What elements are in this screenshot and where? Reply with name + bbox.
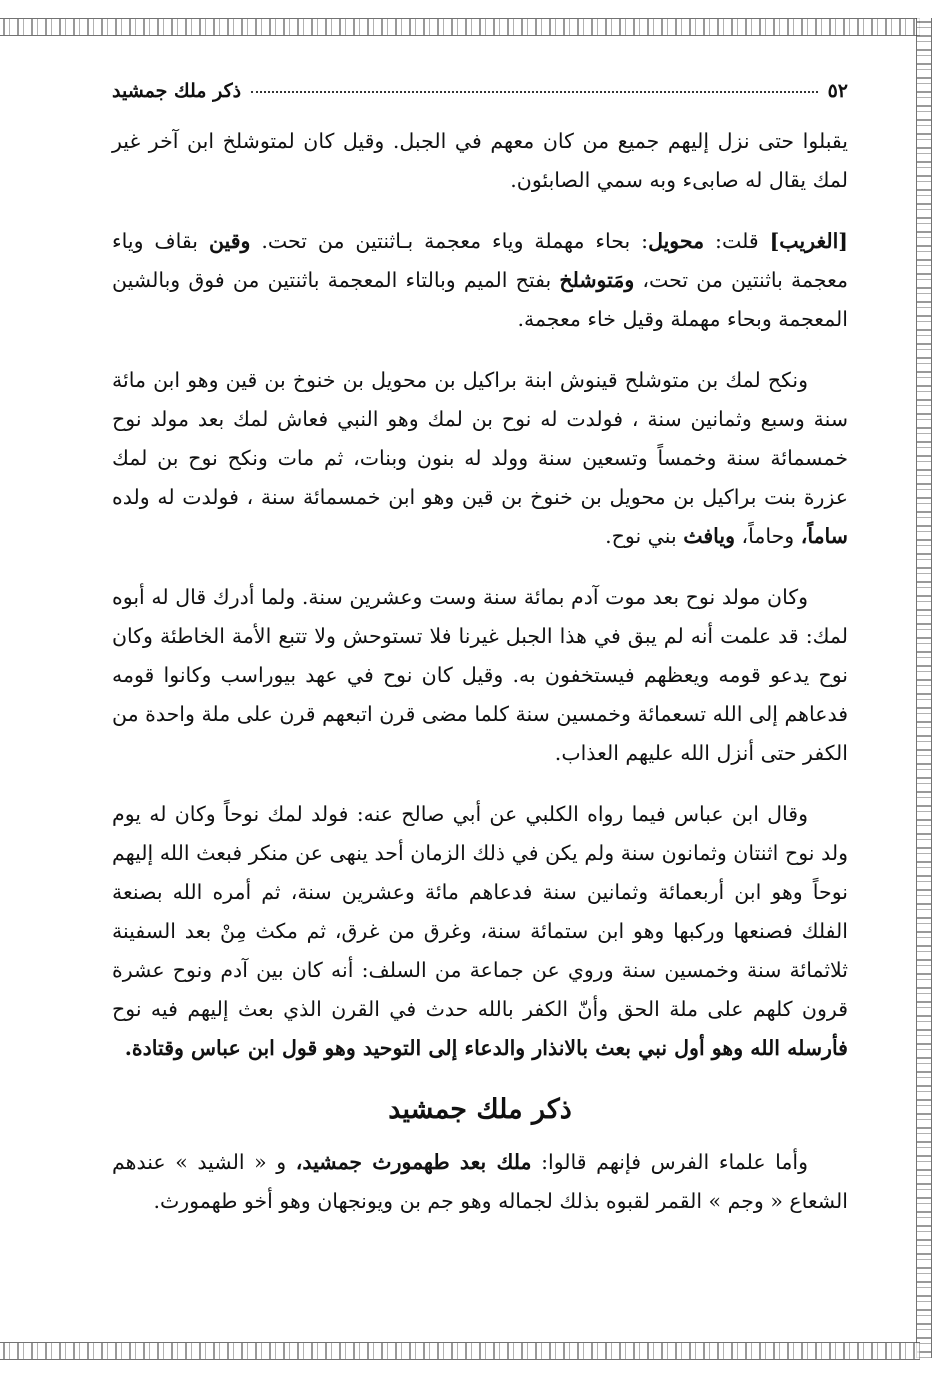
section-intro-bold: ملك بعد طهمورث جمشيد،	[295, 1150, 532, 1174]
paragraph-4-text: وقال ابن عباس فيما رواه الكلبي عن أبي صالح عنه: فولد لمك نوحاً وكان له يوم ولد نوح اثنتان وثمانون سنة ولم يكن في ذلك الزمان أحد ينهى عن منكر فبعث الله إليهم نوحاً وهو ابن أربعمائة وثمانين سنة فدعاهم مائة وعشرين سنة، ثم أمره الله بصنعة الفلك فصنعها وركبها وهو ابن ستمائة سنة، وغرق من غرق، ثم مكث مِنْ بعد السفينة ثلاثمائة سنة وخمسين سنة وروي عن جماعة من السلف: أنه كان بين آدم ونوح عشرة قرون كلهم على ملة الحق وأنّ الكفر بالله حدث في القرن الذي بعث إليهم فيه نوح	[112, 802, 848, 1021]
son-name-1: ساماً،	[800, 524, 848, 548]
paragraph-1: يقبلوا حتى نزل إليهم جميع من كان معهم في الجبل. وقيل كان لمتوشلخ ابن آخر غير لمك يقال له صابىء وبه سمي الصابئون.	[112, 129, 848, 192]
running-header	[112, 80, 848, 102]
paragraph-3: وكان مولد نوح بعد موت آدم بمائة سنة وست وعشرين سنة. ولما أدرك قال له أبوه لمك: قد علمت أنه لم يبق في هذا الجبل غيرنا فلا تستوحش ولا تتبع الأمة الخاطئة وكان نوح يدعو قومه ويعظهم فيستخفون به. وقيل كان نوح في عهد بيوراسب وكانوا قومه فدعاهم إلى الله تسعمائة وخمسين سنة كلما مضى قرن اتبعهم قرن على ملة واحدة من الكفر حتى أنزل الله عليهم العذاب.	[112, 585, 848, 765]
page-number: ٥٢	[827, 80, 848, 102]
running-title: ذكر ملك جمشيد	[112, 80, 242, 102]
son-name-2: وحاماً،	[741, 524, 795, 548]
gharib-paragraph	[112, 222, 848, 339]
paragraph-2	[112, 361, 848, 556]
gharib-word-2: وقين	[208, 229, 251, 253]
page-border-bottom	[0, 1342, 920, 1360]
page-border-right	[916, 18, 932, 1358]
header-dotted-leader	[251, 91, 817, 93]
section-intro: وأما علماء الفرس فإنهم قالوا:	[541, 1150, 808, 1174]
gharib-word-3: ومَتوشلخ	[559, 268, 635, 292]
page-border-top	[0, 18, 920, 36]
sons-tail: بني نوح.	[605, 524, 677, 548]
gharib-text-1: : بحاء مهملة وياء معجمة بـاثنتين من تحت.	[261, 229, 649, 253]
paragraph-2-text: ونكح لمك بن متوشلح قينوش ابنة براكيل بن محويل بن خنوخ بن قين وهو ابن مائة سنة وسبع وثمانين سنة ، فولدت له نوح بن لمك وهو النبي فعاش لمك بعد مولد نوح خمسمائة سنة وخمساً وتسعين سنة وولد له بنون وبنات، ثم مات ونكح نوح بن لمك عزرة بنت براكيل بن محويل بن خنوخ بن قين وهو ابن خمسمائة سنة ، فولدت له ولده	[112, 368, 848, 509]
gharib-text-2: بقاف وياء معجمة باثنتين من تحت،	[112, 229, 848, 292]
paragraph-4	[112, 795, 848, 1068]
paragraph-4-bold-ending: فأرسله الله وهو أول نبي بعث بالانذار والدعاء إلى التوحيد وهو قول ابن عباس وقتادة.	[124, 1036, 848, 1060]
book-page	[112, 80, 848, 1243]
gharib-word-1: محويل	[648, 229, 705, 253]
section-rest: و « الشيد » عندهم الشعاع « وجم » القمر لقبوه بذلك لجماله وهو جم بن ويونجهان وهو أخو طهمورث.	[112, 1150, 848, 1213]
section-heading: ذكر ملك جمشيد	[388, 1094, 572, 1125]
gharib-bracket: [الغريب]	[769, 229, 848, 253]
section-paragraph	[112, 1143, 848, 1221]
gharib-text-3: بفتح الميم وبالتاء المعجمة باثنتين من فوق وبالشين المعجمة وبحاء مهملة وقيل خاء معجمة.	[112, 268, 848, 331]
gharib-qult: قلت:	[715, 229, 759, 253]
son-name-3: ويافث	[683, 524, 735, 548]
